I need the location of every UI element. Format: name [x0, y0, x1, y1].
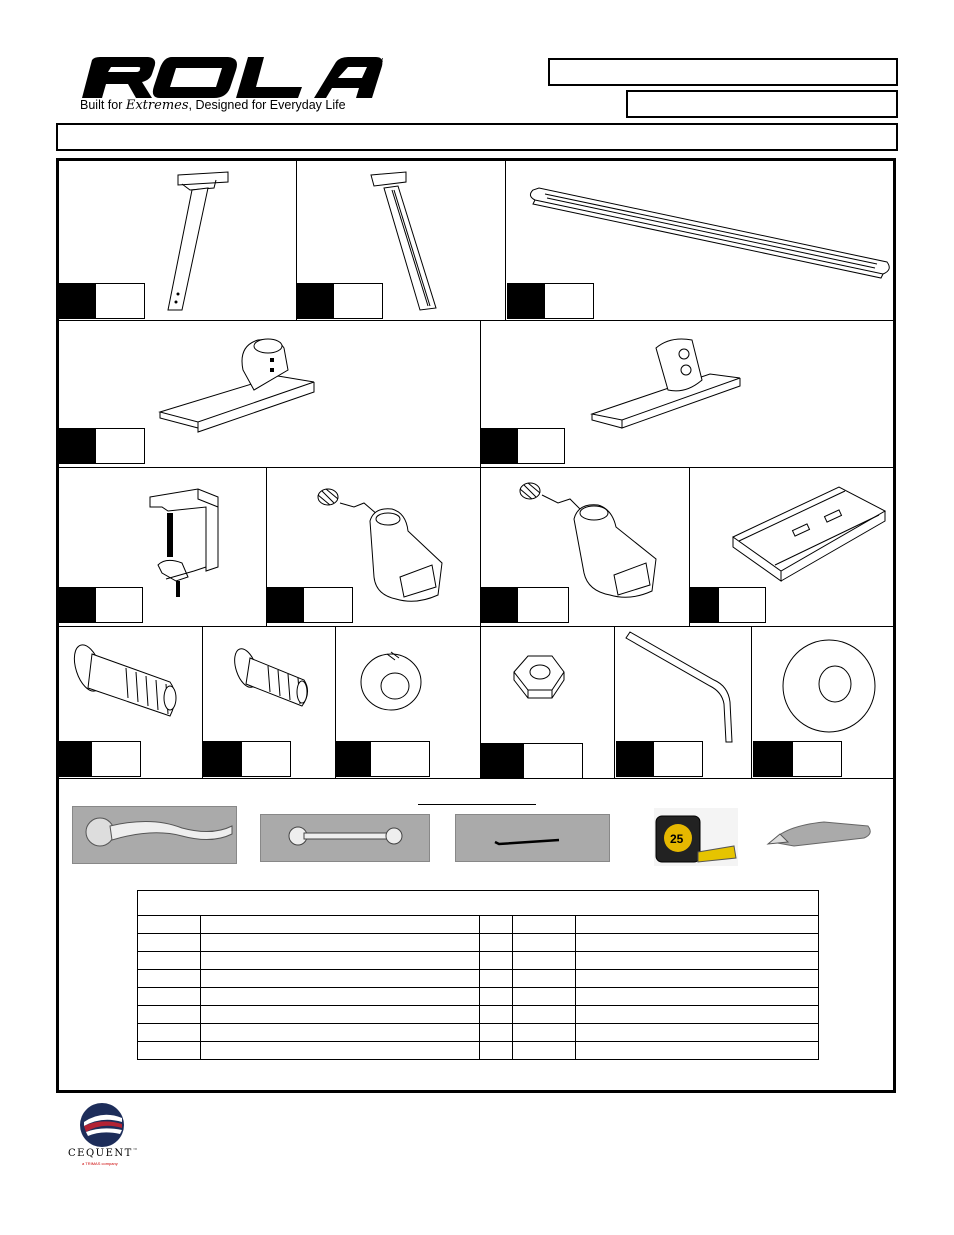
rola-logo [80, 56, 385, 100]
cequent-wordmark: CEQUENT™ [68, 1148, 140, 1159]
table-cell [201, 1042, 480, 1060]
parts-list-title-cell [138, 891, 819, 916]
table-cell [513, 970, 576, 988]
tagline: Built for Extremes, Designed for Everyday Life [80, 98, 346, 113]
part-label-e [480, 428, 565, 464]
table-cell [138, 988, 201, 1006]
part-label-f [58, 587, 143, 623]
table-cell [138, 970, 201, 988]
part-label-l [335, 741, 430, 777]
tape-measure-icon [654, 808, 738, 866]
part-label-a [58, 283, 145, 319]
table-cell [513, 1006, 576, 1024]
allen-wrench-icon [455, 814, 610, 862]
table-cell [138, 1024, 201, 1042]
table-cell [576, 916, 819, 934]
part-label-j [58, 741, 141, 777]
tools-heading-underline [418, 804, 536, 805]
table-cell [513, 952, 576, 970]
title-box [548, 58, 898, 86]
table-row [138, 916, 819, 934]
table-cell [480, 988, 513, 1006]
table-cell [201, 988, 480, 1006]
table-row [138, 1006, 819, 1024]
part-number-box [626, 90, 898, 118]
table-cell [480, 916, 513, 934]
cequent-subtitle: a TRIMAS company [82, 1161, 118, 1166]
table-cell [201, 952, 480, 970]
table-cell [138, 952, 201, 970]
table-cell [576, 970, 819, 988]
table-cell [513, 1042, 576, 1060]
part-label-k [202, 741, 291, 777]
table-cell [480, 1042, 513, 1060]
table-cell [138, 1006, 201, 1024]
parts-list-header-row [138, 891, 819, 916]
part-label-o [753, 741, 842, 777]
table-cell [513, 916, 576, 934]
part-label-c [507, 283, 594, 319]
table-cell [138, 1042, 201, 1060]
table-row [138, 934, 819, 952]
table-row [138, 1042, 819, 1060]
svg-text:25: 25 [670, 832, 684, 846]
part-label-m [480, 743, 583, 779]
description-box [56, 123, 898, 151]
table-cell [513, 1024, 576, 1042]
table-cell [513, 988, 576, 1006]
table-cell [576, 988, 819, 1006]
wrench-icon [260, 814, 430, 862]
table-cell [576, 1042, 819, 1060]
table-cell [201, 916, 480, 934]
ratchet-icon [72, 806, 237, 864]
table-cell [513, 934, 576, 952]
table-cell [201, 970, 480, 988]
table-cell [201, 1024, 480, 1042]
table-cell [576, 934, 819, 952]
table-cell [576, 1006, 819, 1024]
utility-knife-icon [764, 812, 874, 858]
table-cell [138, 934, 201, 952]
part-label-i [689, 587, 766, 623]
part-label-d [58, 428, 145, 464]
table-cell [201, 934, 480, 952]
table-cell [480, 952, 513, 970]
table-cell [576, 1024, 819, 1042]
table-cell [576, 952, 819, 970]
part-label-n [616, 741, 703, 777]
table-cell [480, 1006, 513, 1024]
table-row [138, 952, 819, 970]
part-label-g [266, 587, 353, 623]
table-cell [138, 916, 201, 934]
table-row [138, 970, 819, 988]
cequent-logo-icon [78, 1102, 126, 1148]
parts-list-table [137, 890, 819, 1060]
table-row [138, 988, 819, 1006]
table-row [138, 1024, 819, 1042]
part-label-b [296, 283, 383, 319]
table-cell [480, 970, 513, 988]
table-cell [480, 1024, 513, 1042]
svg-text:TM: TM [376, 58, 384, 64]
table-cell [480, 934, 513, 952]
table-cell [201, 1006, 480, 1024]
part-label-h [480, 587, 569, 623]
